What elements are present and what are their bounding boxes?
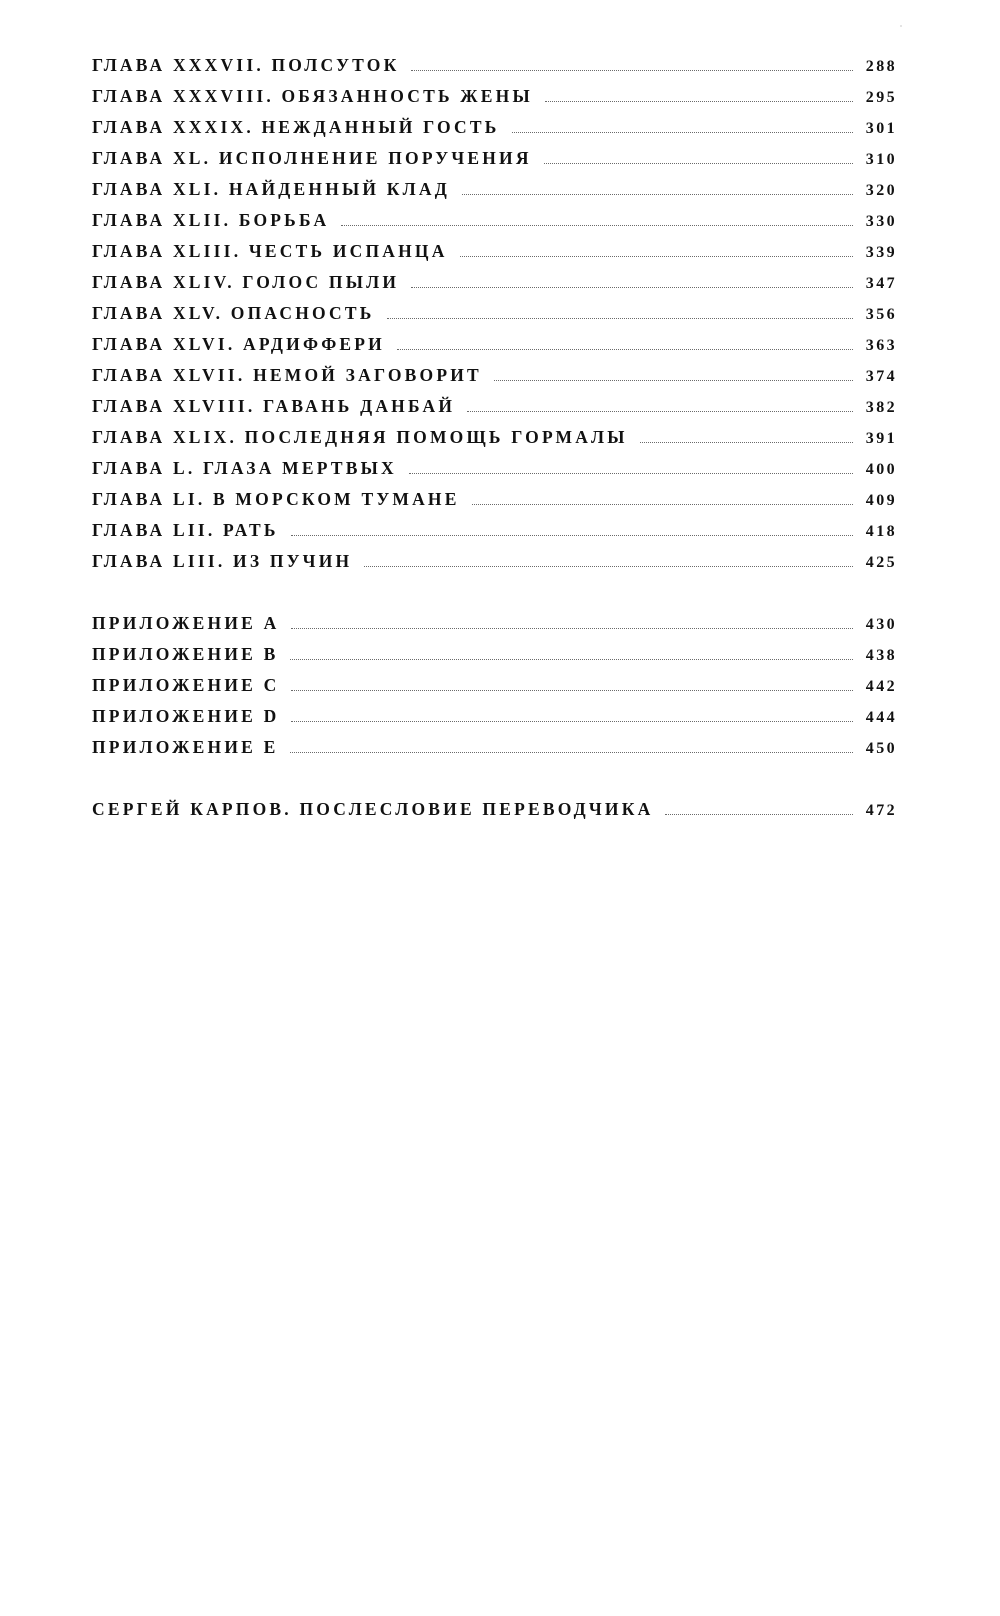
toc-entry-page-number: 444 (865, 709, 897, 726)
toc-entry-title: ГЛАВА LI. В МОРСКОМ ТУМАНЕ (92, 489, 460, 509)
toc-entry-chapter-xxxvii (92, 50, 897, 81)
toc-entry-title: ГЛАВА XLIV. ГОЛОС ПЫЛИ (92, 272, 400, 292)
toc-entry-chapter-liii (92, 546, 897, 577)
toc-entry-title: ГЛАВА XLV. ОПАСНОСТЬ (92, 303, 375, 323)
toc-entry-page-number: 356 (865, 306, 897, 323)
toc-entry-page-number: 472 (865, 802, 897, 819)
dot-leader (467, 411, 853, 412)
dot-leader (291, 535, 853, 536)
toc-entry-page-number: 363 (865, 337, 897, 354)
toc-entry-appendix-a (92, 608, 897, 639)
dot-leader (364, 566, 853, 567)
toc-entry-chapter-li (92, 484, 897, 515)
toc-entry-page-number: 430 (865, 616, 897, 633)
appendices-list (92, 608, 897, 763)
toc-entry-page-number: 400 (865, 461, 897, 478)
dot-leader (460, 256, 853, 257)
toc-entry-title: ГЛАВА XL. ИСПОЛНЕНИЕ ПОРУЧЕНИЯ (92, 148, 532, 168)
toc-entry-page-number: 374 (865, 368, 897, 385)
toc-entry-page-number: 382 (865, 399, 897, 416)
toc-entry-page-number: 450 (865, 740, 897, 757)
toc-entry-chapter-xlv (92, 298, 897, 329)
toc-entry-appendix-d (92, 701, 897, 732)
dot-leader (545, 101, 853, 102)
toc-entry-title: ГЛАВА XLIX. ПОСЛЕДНЯЯ ПОМОЩЬ ГОРМАЛЫ (92, 427, 628, 447)
toc-entry-chapter-xli (92, 174, 897, 205)
toc-entry-chapter-xlii (92, 205, 897, 236)
toc-entry-page-number: 409 (865, 492, 897, 509)
dot-leader (640, 442, 853, 443)
toc-entry-chapter-xlviii (92, 391, 897, 422)
toc-entry-title: ГЛАВА L. ГЛАЗА МЕРТВЫХ (92, 458, 397, 478)
dot-leader (341, 225, 853, 226)
dot-leader (409, 473, 853, 474)
toc-entry-title: ПРИЛОЖЕНИЕ D (92, 706, 280, 726)
dot-leader (291, 628, 853, 629)
scan-artifact (900, 25, 902, 27)
toc-entry-title: ГЛАВА XLVI. АРДИФФЕРИ (92, 334, 385, 354)
toc-entry-appendix-b (92, 639, 897, 670)
toc-entry-appendix-c (92, 670, 897, 701)
toc-entry-page-number: 425 (865, 554, 897, 571)
dot-leader (462, 194, 853, 195)
toc-entry-page-number: 347 (865, 275, 897, 292)
toc-entry-page-number: 438 (865, 647, 897, 664)
toc-entry-title: ГЛАВА XLVIII. ГАВАНЬ ДАНБАЙ (92, 396, 456, 416)
toc-entry-title: ПРИЛОЖЕНИЕ E (92, 737, 279, 757)
dot-leader (411, 70, 853, 71)
toc-entry-title: ПРИЛОЖЕНИЕ A (92, 613, 280, 633)
toc-entry-chapter-xl (92, 143, 897, 174)
toc-entry-chapter-xxxix (92, 112, 897, 143)
dot-leader (665, 814, 853, 815)
toc-entry-appendix-e (92, 732, 897, 763)
toc-entry-title: ПРИЛОЖЕНИЕ C (92, 675, 280, 695)
dot-leader (397, 349, 853, 350)
toc-entry-chapter-xlvii (92, 360, 897, 391)
toc-entry-page-number: 442 (865, 678, 897, 695)
toc-entry-title: ГЛАВА LIII. ИЗ ПУЧИН (92, 551, 353, 571)
dot-leader (512, 132, 853, 133)
toc-entry-title: ГЛАВА XLIII. ЧЕСТЬ ИСПАНЦА (92, 241, 448, 261)
toc-entry-title: ГЛАВА XLVII. НЕМОЙ ЗАГОВОРИТ (92, 365, 482, 385)
toc-entry-title: ГЛАВА XXXVII. ПОЛСУТОК (92, 55, 400, 75)
toc-entry-page-number: 295 (865, 89, 897, 106)
toc-entry-page-number: 320 (865, 182, 897, 199)
toc-entry-chapter-xlvi (92, 329, 897, 360)
toc-entry-title: СЕРГЕЙ КАРПОВ. ПОСЛЕСЛОВИЕ ПЕРЕВОДЧИКА (92, 799, 654, 819)
toc-entry-chapter-xliii (92, 236, 897, 267)
chapters-list (92, 50, 897, 577)
dot-leader (494, 380, 853, 381)
toc-entry-chapter-xlix (92, 422, 897, 453)
dot-leader (290, 659, 853, 660)
toc-entry-title: ГЛАВА XXXIX. НЕЖДАННЫЙ ГОСТЬ (92, 117, 500, 137)
toc-entry-title: ГЛАВА XLI. НАЙДЕННЫЙ КЛАД (92, 179, 451, 199)
dot-leader (544, 163, 853, 164)
dot-leader (387, 318, 853, 319)
toc-entry-page-number: 391 (865, 430, 897, 447)
toc-entry-page-number: 418 (865, 523, 897, 540)
toc-entry-page-number: 288 (865, 58, 897, 75)
toc-entry-title: ГЛАВА XLII. БОРЬБА (92, 210, 330, 230)
toc-entry-page-number: 330 (865, 213, 897, 230)
afterword-list (92, 794, 897, 825)
toc-entry-chapter-lii (92, 515, 897, 546)
toc-entry-page-number: 310 (865, 151, 897, 168)
toc-entry-translator-afterword (92, 794, 897, 825)
toc-entry-chapter-xliv (92, 267, 897, 298)
toc-entry-title: ГЛАВА XXXVIII. ОБЯЗАННОСТЬ ЖЕНЫ (92, 86, 533, 106)
toc-entry-title: ПРИЛОЖЕНИЕ B (92, 644, 279, 664)
dot-leader (291, 721, 853, 722)
toc-entry-chapter-xxxviii (92, 81, 897, 112)
dot-leader (290, 752, 853, 753)
dot-leader (411, 287, 853, 288)
toc-entry-title: ГЛАВА LII. РАТЬ (92, 520, 279, 540)
dot-leader (472, 504, 853, 505)
toc-entry-chapter-l (92, 453, 897, 484)
toc-entry-page-number: 301 (865, 120, 897, 137)
toc-entry-page-number: 339 (865, 244, 897, 261)
dot-leader (291, 690, 853, 691)
